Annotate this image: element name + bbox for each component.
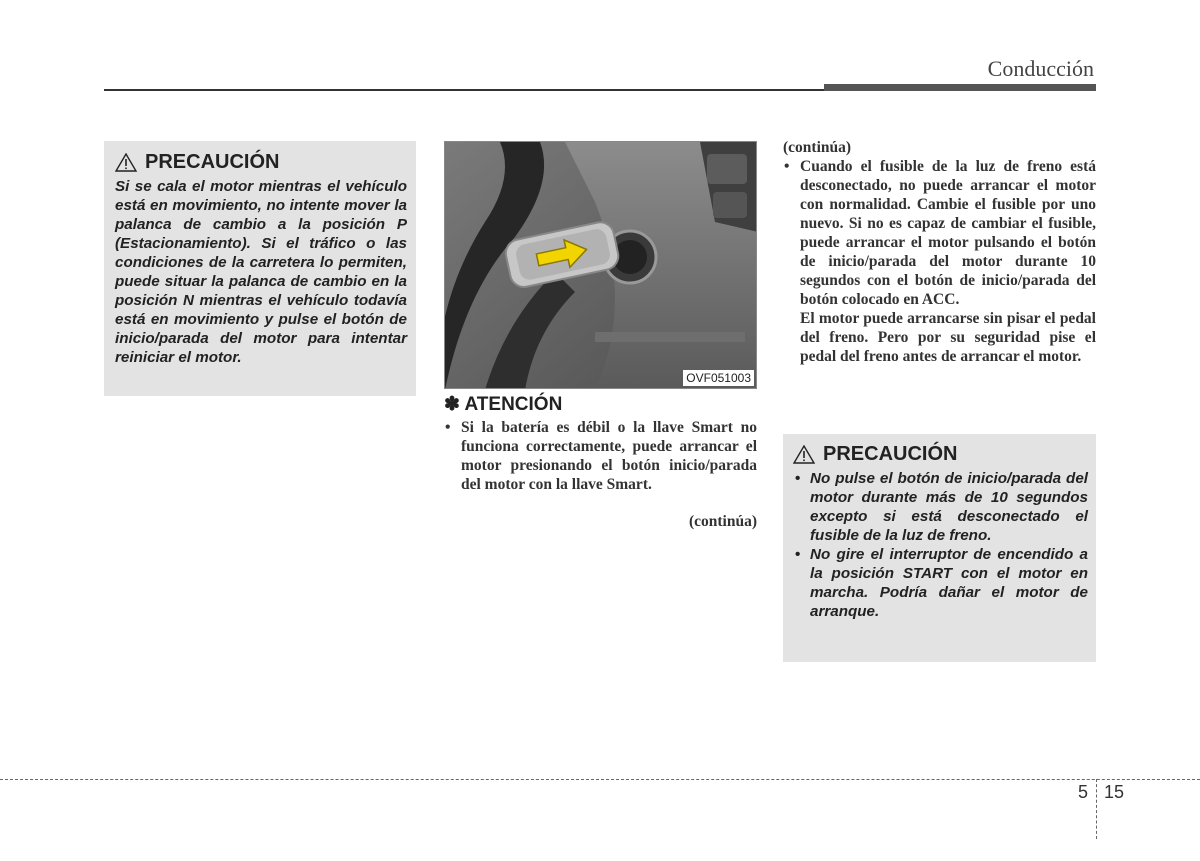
notice-bullet: • Si la batería es débil o la llave Smart no funciona correctamente, puede arrancar el motor presionando el botón inicio/parada del motor con la llave Smart. [444,418,757,494]
caution-item: • No pulse el botón de inicio/parada del motor durante más de 10 segundos excepto si está desconectado el fusible de la luz de freno. [793,469,1088,545]
caution-text: Si se cala el motor mientras el vehículo está en movimiento, no intente mover la palanca de cambio a la posición P (Estacionamiento). Si el tráfico o las condiciones de la carretera lo permiten, puede situar la palanca de cambio en la posición N mientras el vehículo todavía está en movimiento y pulse el botón de inicio/parada del motor para intentar reiniciar el motor. [115,178,407,366]
smart-key-photo [444,141,757,389]
notice-title: ✽ ATENCIÓN [444,394,563,415]
fuse-bullet: • Cuando el fusible de la luz de freno está desconectado, no puede arrancar el motor con normalidad. Cambie el fusible por uno nuevo. Si no es capaz de cambiar el fusible, puede arrancar el motor pulsando el botón de inicio/parada del motor durante 10 segundos con el botón de inicio/parada del botón colocado en ACC. [783,157,1096,309]
caution-heading [115,151,407,174]
continued-label: (continúa) [688,513,757,530]
header-rule [104,89,824,91]
caution-title: PRECAUCIÓN [145,151,280,173]
caution-heading [793,443,1088,466]
continued-label-top: (continúa) [783,139,852,156]
figure-code: OVF051003 [683,370,754,386]
brake-note: El motor puede arrancarse sin pisar el pedal del freno. Pero por su seguridad pise el pedal del freno antes de arrancar el motor. [800,310,1096,365]
chapter-number: 5 [1078,782,1089,802]
steering-wheel-smart-key-illustration [445,142,757,389]
warning-triangle-icon [115,153,137,172]
right-column-text [783,138,1096,366]
caution-box-right [783,434,1096,662]
footer-rule [0,779,1200,780]
footer-divider [1096,779,1097,839]
caution-title: PRECAUCIÓN [823,443,958,465]
warning-triangle-icon [793,445,815,464]
header-rule-accent [824,84,1096,91]
caution-box-left [104,141,416,396]
caution-item: • No gire el interruptor de encendido a la posición START con el motor en marcha. Podría dañar el motor de arranque. [793,545,1088,621]
notice-body [444,418,757,494]
page-number: 15 [1104,782,1125,802]
section-title: Conducción [987,56,1094,81]
